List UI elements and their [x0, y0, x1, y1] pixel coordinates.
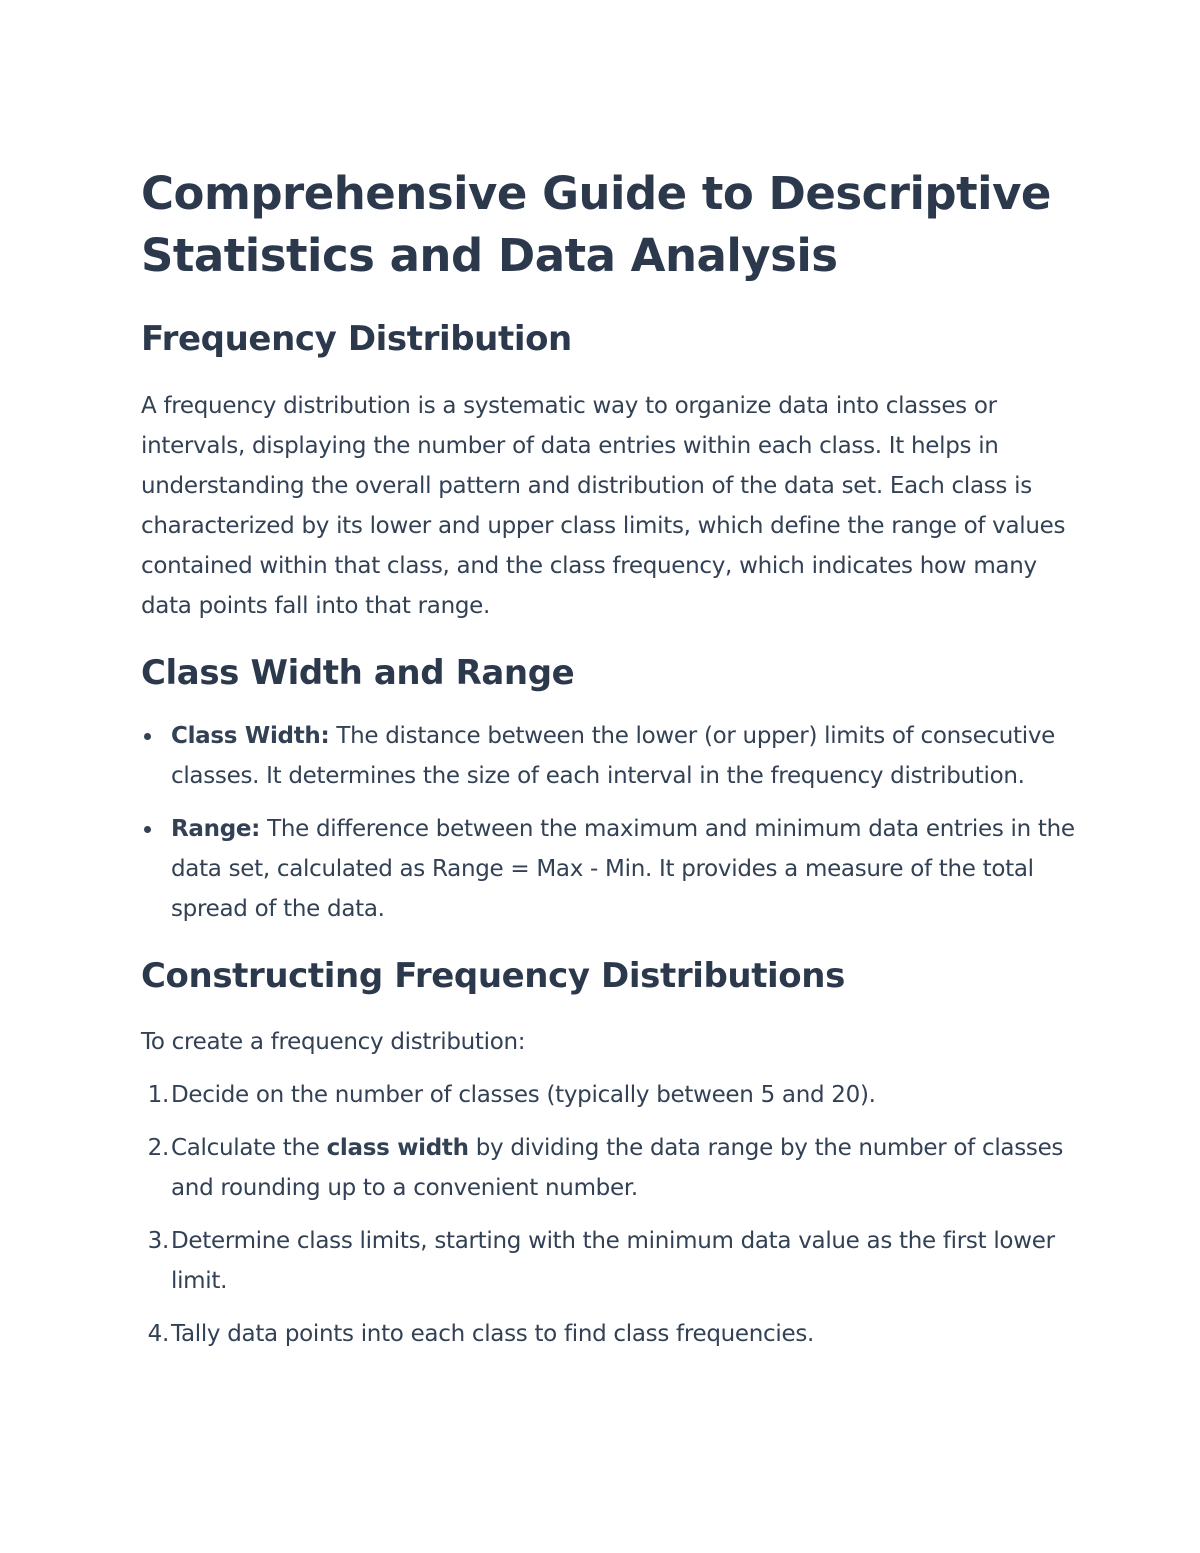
step-text-bold: class width	[326, 1135, 469, 1161]
step-text: Decide on the number of classes (typically between 5 and 20).	[171, 1082, 876, 1108]
step-number: 2.	[147, 1135, 169, 1161]
list-item-step-1	[141, 1075, 1076, 1115]
definitions-list	[141, 716, 1076, 929]
step-number: 4.	[147, 1321, 169, 1347]
list-item-step-4	[141, 1314, 1076, 1354]
frequency-distribution-paragraph: A frequency distribution is a systematic way to organize data into classes or intervals, displaying the number of data entries within each class. It helps in understanding the overall pattern and distribution of the data set. Each class is characterized by its lower and upper class limits, which define the range of values contained within that class, and the class frequency, which indicates how many data points fall into that range.	[141, 393, 1066, 619]
term-definition: The distance between the lower (or upper) limits of consecutive classes. It determines the size of each interval in the frequency distribution.	[171, 723, 1056, 789]
step-text: Determine class limits, starting with the minimum data value as the first lower limit.	[171, 1228, 1055, 1294]
term-label: Class Width:	[171, 723, 330, 749]
step-text-after: by dividing the data range by the number of classes and rounding up to a convenient number.	[171, 1135, 1064, 1201]
section-heading-class-width-range: Class Width and Range	[141, 653, 575, 693]
document-title: Comprehensive Guide to Descriptive Statistics and Data Analysis	[141, 167, 1051, 282]
step-number: 1.	[147, 1082, 169, 1108]
bullet-icon	[144, 826, 151, 833]
section-heading-frequency-distribution: Frequency Distribution	[141, 319, 572, 359]
constructing-intro: To create a frequency distribution:	[141, 1029, 526, 1055]
step-text: Calculate the	[171, 1135, 327, 1161]
step-number: 3.	[147, 1228, 169, 1254]
step-text: Tally data points into each class to find class frequencies.	[171, 1321, 815, 1347]
steps-list	[141, 1075, 1076, 1354]
list-item-step-3	[141, 1221, 1076, 1301]
section-heading-constructing: Constructing Frequency Distributions	[141, 956, 845, 996]
list-item-range	[141, 809, 1076, 929]
document-page	[141, 163, 1076, 1354]
list-item-class-width	[141, 716, 1076, 796]
term-label: Range:	[171, 816, 261, 842]
bullet-icon	[144, 733, 151, 740]
term-definition: The difference between the maximum and minimum data entries in the data set, calculated as Range = Max - Min. It provides a measure of the total spread of the data.	[171, 816, 1075, 922]
list-item-step-2	[141, 1128, 1076, 1208]
